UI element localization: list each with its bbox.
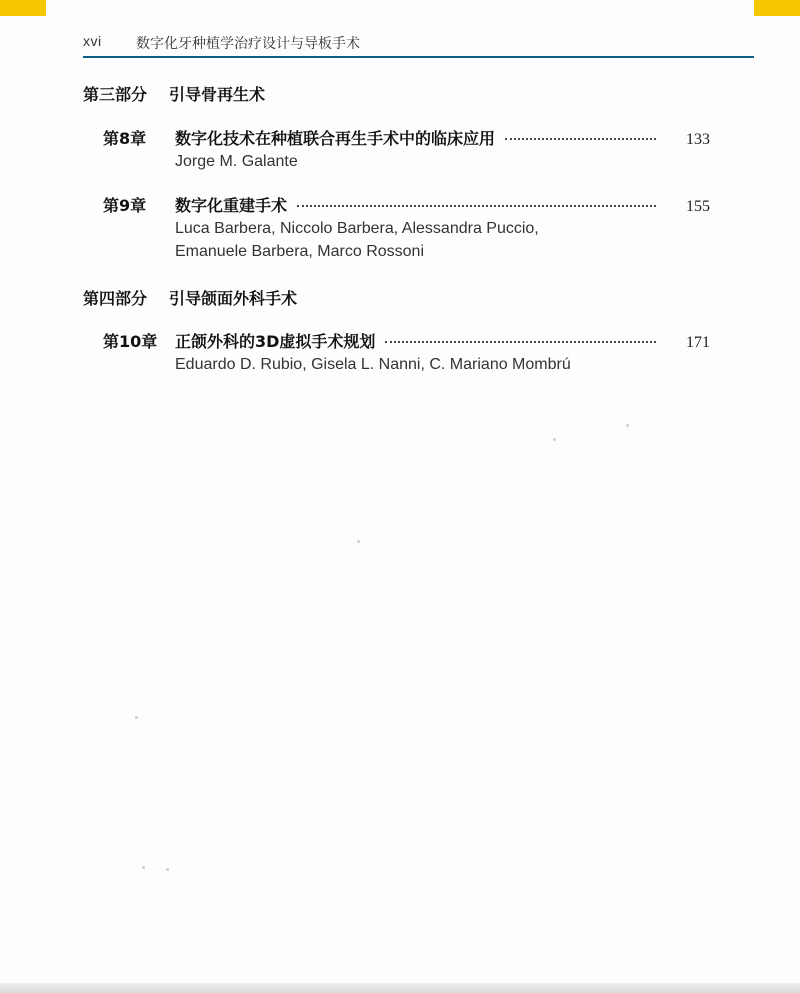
author-line: Eduardo D. Rubio, Gisela L. Nanni, C. Mariano Mombrú — [175, 356, 571, 373]
chapter-page[interactable]: 171 — [686, 334, 710, 351]
scan-speck — [357, 540, 360, 543]
scan-speck — [553, 438, 556, 441]
author-line: Emanuele Barbera, Marco Rossoni — [175, 243, 425, 260]
part-label: 第三部分 — [83, 85, 148, 104]
dot-leader — [297, 205, 656, 207]
part-title: 引导颌面外科手术 — [169, 289, 298, 308]
dot-leader — [505, 138, 656, 140]
chapter-authors — [103, 150, 710, 173]
chapter-page[interactable]: 133 — [686, 131, 710, 148]
scan-speck — [166, 868, 169, 871]
part-title: 引导骨再生术 — [169, 85, 266, 104]
part-label: 第四部分 — [83, 289, 148, 308]
page-bottom-edge — [0, 983, 800, 993]
chapter-title[interactable]: 正颌外科的3D虚拟手术规划 — [175, 332, 376, 351]
scan-speck — [626, 424, 629, 427]
chapter-title[interactable]: 数字化技术在种植联合再生手术中的临床应用 — [175, 129, 496, 148]
toc-entry[interactable] — [103, 329, 710, 376]
chapter-number: 第9章 — [103, 196, 147, 215]
running-header — [83, 33, 754, 57]
chapter-authors — [103, 217, 710, 263]
part-heading — [83, 286, 297, 309]
chapter-title[interactable]: 数字化重建手术 — [175, 196, 288, 215]
scan-speck — [142, 866, 145, 869]
corner-color-tab-right — [754, 0, 800, 16]
chapter-page[interactable]: 155 — [686, 198, 710, 215]
part-heading — [83, 82, 265, 105]
page-number: xvi — [83, 33, 102, 49]
dot-leader — [385, 341, 656, 343]
header-rule — [83, 56, 754, 58]
toc-entry[interactable] — [103, 126, 710, 173]
author-line: Luca Barbera, Niccolo Barbera, Alessandra Puccio, — [175, 220, 539, 237]
scan-speck — [135, 716, 138, 719]
chapter-authors — [103, 353, 710, 376]
chapter-number: 第8章 — [103, 129, 147, 148]
chapter-number: 第10章 — [103, 332, 158, 351]
book-title: 数字化牙种植学治疗设计与导板手术 — [136, 36, 360, 52]
toc-entry[interactable] — [103, 193, 710, 263]
corner-color-tab-left — [0, 0, 46, 16]
author-line: Jorge M. Galante — [175, 153, 298, 170]
